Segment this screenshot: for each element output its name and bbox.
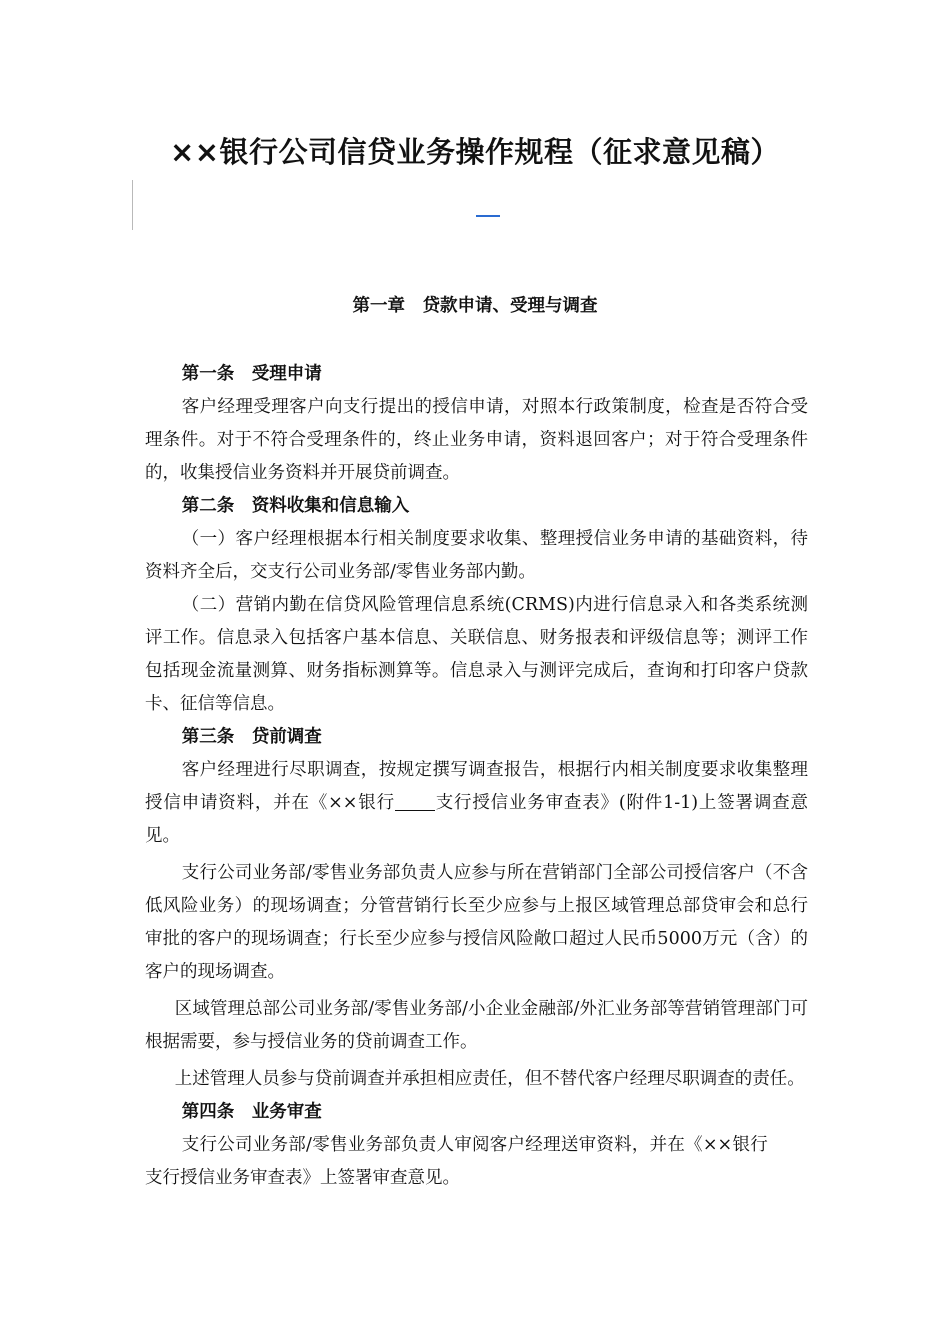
article-3-paragraph-4: 上述管理人员参与贷前调查并承担相应责任，但不替代客户经理尽职调查的责任。 — [174, 1069, 805, 1089]
article-3-paragraph-1 — [145, 754, 808, 853]
document-title: ××银行公司信贷业务操作规程（征求意见稿） — [169, 135, 781, 169]
article-1-paragraph-1: 客户经理受理客户向支行提出的授信申请，对照本行政策制度，检查是否符合受理条件。对于不符合受理条件的，终止业务申请，资料退回客户；对于符合受理条件的，收集授信业务资料并开展贷前调查。 — [145, 397, 808, 483]
chapter-heading: 第一章 贷款申请、受理与调查 — [352, 296, 598, 316]
article-2-paragraph-1: （一）客户经理根据本行相关制度要求收集、整理授信业务申请的基础资料，待资料齐全后，交支行公司业务部/零售业务部内勤。 — [145, 529, 808, 582]
article-4-paragraph-1-before: 支行公司业务部/零售业务部负责人审阅客户经理送审资料，并在《××银行 — [181, 1135, 768, 1155]
fill-in-blank — [395, 793, 435, 812]
article-1-heading: 第一条 受理申请 — [181, 364, 322, 384]
document-body — [145, 358, 808, 1195]
toc-mark — [476, 215, 500, 217]
article-4-heading: 第四条 业务审查 — [181, 1102, 322, 1122]
article-2-paragraph-2: （二）营销内勤在信贷风险管理信息系统(CRMS)内进行信息录入和各类系统测评工作。信息录入包括客户基本信息、关联信息、财务报表和评级信息等；测评工作包括现金流量测算、财务指标测算等。信息录入与测评完成后，查询和打印客户贷款卡、征信等信息。 — [145, 595, 808, 714]
article-3-heading: 第三条 贷前调查 — [181, 727, 322, 747]
article-4-paragraph-1 — [145, 1129, 808, 1195]
article-4-paragraph-1-after: 支行授信业务审查表》上签署审查意见。 — [145, 1168, 460, 1188]
article-2-heading: 第二条 资料收集和信息输入 — [181, 496, 410, 516]
article-3-paragraph-1-after: 支行授信业务审查表》(附件1-1)上签署调查意见。 — [145, 793, 809, 846]
article-3-paragraph-2: 支行公司业务部/零售业务部负责人应参与所在营销部门全部公司授信客户（不含低风险业务）的现场调查；分管营销行长至少应参与上报区域管理总部贷审会和总行审批的客户的现场调查；行长至少应参与授信风险敞口超过人民币5000万元（含）的客户的现场调查。 — [145, 863, 808, 982]
article-3-paragraph-1-before: 客户经理进行尽职调查，按规定撰写调查报告，根据行内相关制度要求收集整理授信申请资料，并在《××银行 — [145, 760, 808, 813]
article-3-paragraph-3: 区域管理总部公司业务部/零售业务部/小企业金融部/外汇业务部等营销管理部门可根据需要，参与授信业务的贷前调查工作。 — [145, 999, 808, 1052]
margin-bar — [132, 180, 133, 230]
